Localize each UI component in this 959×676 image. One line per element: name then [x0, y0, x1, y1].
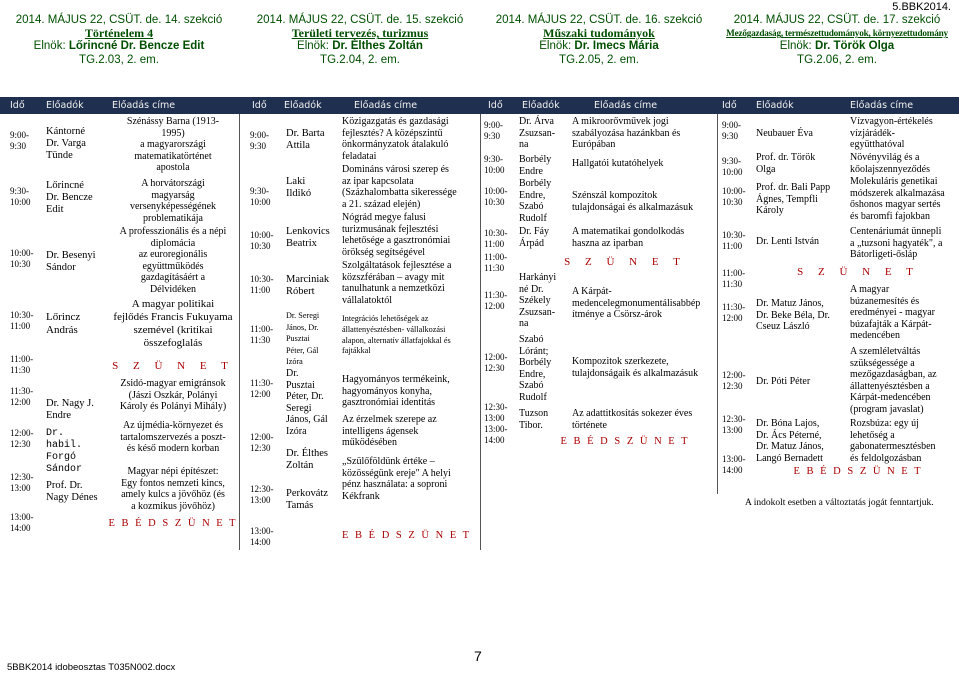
talk-title: Integrációs lehetőségek az állattenyésztésben- vállalkozási alapon, alternatív állatfajokkal és fajtákkal	[342, 314, 451, 356]
presenter: Tuzson Tibor.	[519, 408, 549, 431]
presenter: Harkányi né Dr. Székely Zsuzsan- na	[519, 272, 557, 330]
time-slot: 12:00- 12:30	[10, 428, 34, 449]
header-time: Idő	[252, 100, 267, 111]
time-slot: 12:30- 13:00	[722, 414, 746, 435]
time-slot: 9:30- 10:00	[10, 186, 31, 207]
presenter: Lenkovics Beatrix	[286, 226, 330, 249]
talk-title: Hallgatói kutatóhelyek	[572, 158, 664, 169]
session-topic: Területi tervezés, turizmus	[291, 26, 429, 41]
session-number: 17. szekció	[882, 14, 941, 26]
talk-title: Nógrád megye falusi turizmusának fejlesztési lehetősége a gasztronómiai örökség segítségével	[342, 212, 451, 258]
talk-title: A mikroorővművek jogi szabályozása hazánkban és Európában	[572, 116, 681, 151]
time-slot: 11:30- 12:00	[722, 302, 746, 323]
chair-name: Dr. Török Olga	[814, 40, 895, 53]
presenter: Dr. Lenti István	[756, 236, 820, 247]
presenter: Marciniak Róbert	[286, 274, 330, 297]
talk-title: Az újmédia-környezet és tartalomszervezés a poszt- és késő modern korban	[120, 420, 226, 455]
lunch-break-label: E B É D S Z Ü N E T	[342, 530, 472, 541]
session-topic: Mezőgazdaság, természettudományok, környezettudomány	[726, 28, 948, 39]
session-15-header	[240, 14, 480, 67]
header-presenters: Előadók	[46, 100, 84, 111]
talk-title: Növényvilág és a kőolajszennyeződés	[850, 152, 930, 175]
presenter: Borbély Endre	[519, 154, 552, 177]
time-slot: 12:00- 12:30	[484, 352, 508, 373]
talk-title: A Kárpát- medencelegmonumentálisabbép ítménye a Csörsz-árok	[572, 286, 701, 321]
time-slot: 10:30- 11:00	[722, 230, 746, 251]
header-title: Előadás címe	[850, 100, 914, 111]
session-room: TG.2.06, 2. em.	[797, 53, 877, 66]
presenter: Borbély Endre, Szabó Rudolf	[519, 178, 552, 224]
time-slot: 12:00- 12:30	[722, 370, 746, 391]
break-label: S Z Ü N E T	[797, 266, 919, 278]
talk-title: Centenáriumát ünnepli a „tuzsoni hagyaték", a Bátorligeti-ősláp	[850, 226, 943, 261]
time-slot: 11:00- 11:30	[484, 252, 508, 273]
session-14-header	[0, 14, 238, 67]
presenter: Dr. habil. Forgó Sándor	[46, 428, 83, 475]
header-presenters: Előadók	[522, 100, 560, 111]
presenter: Prof. dr. Bali Papp Ágnes, Tempfli Károly	[756, 182, 831, 217]
presenter: Szabó Lóránt; Borbély Endre, Szabó Rudolf	[519, 334, 552, 403]
document-filename: 5BBK2014 idobeosztas T035N002.docx	[7, 662, 176, 673]
presenter: Dr. Seregi János, Dr. Pusztai Péter, Gál Izóra	[286, 311, 320, 366]
talk-title: Szolgáltatások fejlesztése a közszférában – avagy mit tanulhatunk a nemzetközi vállalatoktól	[342, 260, 452, 306]
talk-title: Magyar népi építészet: Egy fontos nemzeti kincs, amely kulcs a jövőhöz (és a kozmikus jövőhöz)	[121, 466, 225, 512]
session-number: 14. szekció	[164, 14, 223, 26]
time-slot: 11:30- 12:00	[10, 386, 34, 407]
chair-label: Elnök:	[33, 40, 66, 53]
talk-title: Az érzelmek szerepe az intelligens ágensek működésében	[342, 414, 437, 449]
talk-title: A magyar búzanemesítés és eredményei - magyar búzafajták a Kárpát- medencében	[850, 284, 935, 342]
session-topic: Történelem 4	[84, 26, 154, 41]
presenter: Lőrincz András	[46, 311, 81, 336]
talk-title: Az adattitkosítás sokezer éves története	[572, 408, 693, 431]
lunch-break-label: E B É D S Z Ü N E T	[793, 466, 923, 477]
session-date: 2014. MÁJUS 22, CSÜT. de.	[733, 14, 880, 26]
time-slot: 13:00- 14:00	[250, 526, 274, 547]
time-slot: 11:00- 11:30	[722, 268, 746, 289]
time-slot: 9:30- 10:00	[722, 156, 743, 177]
time-slot: 9:30- 10:00	[484, 154, 505, 175]
time-slot: 12:00- 12:30	[250, 432, 274, 453]
talk-title: Rozsbúza: egy új lehetőség a gabonatermesztésben és feldolgozásban	[850, 418, 936, 464]
talk-title: A matematikai gondolkodás haszna az iparban	[572, 226, 685, 249]
session-room: TG.2.05, 2. em.	[559, 53, 639, 66]
talk-title: Szénszál kompozitok tulajdonságai és alkalmazásuk	[572, 190, 694, 213]
presenter: Lőrincné Dr. Bencze Edit	[46, 180, 93, 215]
session-date: 2014. MÁJUS 22, CSÜT. de.	[495, 14, 642, 26]
time-slot: 9:00- 9:30	[484, 120, 503, 141]
chair-label: Elnök:	[779, 40, 812, 53]
presenter: Dr. Élthes Zoltán	[286, 448, 328, 471]
time-slot: 9:30- 10:00	[250, 186, 271, 207]
presenter: Dr. Nagy J. Endre	[46, 398, 94, 421]
lunch-break-label: E B É D S Z Ü N E T	[108, 518, 238, 529]
session-number: 15. szekció	[405, 14, 464, 26]
talk-title: A professzionális és a népi diplomácia az euroregionális együttműködés gazdagításáért a Délvidéken	[119, 226, 227, 295]
talk-title: „Szülőföldünk értéke – közösségünk ereje" A helyi pénz használata: a soproni Kékfrank	[342, 456, 451, 502]
time-slot: 10:30- 11:00	[484, 228, 508, 249]
time-slot: 10:00- 10:30	[484, 186, 508, 207]
time-slot: 9:00- 9:30	[722, 120, 741, 141]
chair-name: Lőrincné Dr. Bencze Edit	[68, 40, 205, 53]
chair-name: Dr. Imecs Mária	[574, 40, 659, 53]
talk-title: Szénássy Barna (1913- 1995) a magyarországi matematikatörténet apostola	[126, 116, 220, 174]
time-slot: 9:00- 9:30	[250, 130, 269, 151]
time-slot: 11:00- 11:30	[10, 354, 34, 375]
presenter: Dr. Fáy Árpád	[519, 226, 549, 249]
chair-name: Dr. Élthes Zoltán	[332, 40, 423, 53]
talk-title: A horvátországi magyarság versenyképességének problematikája	[129, 178, 217, 224]
session-16-header	[482, 14, 716, 67]
session-topic: Műszaki tudományok	[543, 26, 655, 41]
time-slot: 11:30- 12:00	[484, 290, 508, 311]
time-slot: 12:30- 13:00	[250, 484, 274, 505]
talk-title: Molekuláris genetikai módszerek alkalmazása őshonos magyar sertés és baromfi fajokban	[850, 176, 945, 222]
session-17-header	[718, 14, 956, 67]
talk-title: Hagyományos termékeink, hagyományos konyha, gasztronómiai identitás	[342, 374, 450, 409]
talk-title: Vízvagyon-értékelés vízjárádék- együtthatóval	[850, 116, 933, 151]
disclaimer-note: A indokolt esetben a változtatás jogát fenntartjuk.	[745, 498, 934, 508]
time-slot: 12:30- 13:00	[10, 472, 34, 493]
talk-title: A szemléletváltás szükségessége a mezőgazdaságban, az állattenyésztésben a Kárpát-medencében (program javaslat)	[850, 346, 937, 415]
header-time: Idő	[488, 100, 503, 111]
presenter: Dr. Besenyi Sándor	[46, 250, 96, 273]
time-slot: 10:30- 11:00	[250, 274, 274, 295]
presenter: Neubauer Éva	[756, 128, 813, 139]
break-label: S Z Ü N E T	[112, 360, 234, 372]
chair-label: Elnök:	[539, 40, 572, 53]
session-room: TG.2.03, 2. em.	[79, 53, 159, 66]
presenter: Dr. Bóna Lajos, Dr. Ács Péterné, Dr. Matuz János, Langó Bernadett	[756, 418, 824, 464]
lunch-break-label: E B É D S Z Ü N E T	[560, 436, 690, 447]
talk-title: A magyar politikai fejlődés Francis Fukuyama szemével (kritikai összefoglalás	[113, 298, 233, 349]
presenter: Laki Ildikó	[286, 176, 312, 199]
time-slot: 10:30- 11:00	[10, 310, 34, 331]
header-presenters: Előadók	[284, 100, 322, 111]
presenter: Dr. Póti Péter	[756, 376, 811, 387]
talk-title: Zsidó-magyar emigránsok (Jászi Oszkár, Polányi Károly és Polányi Mihály)	[119, 378, 227, 413]
time-slot: 13:00- 14:00	[484, 424, 508, 445]
time-slot: 11:00- 11:30	[250, 324, 274, 345]
session-room: TG.2.04, 2. em.	[320, 53, 400, 66]
chair-label: Elnök:	[297, 40, 329, 53]
break-label: S Z Ü N E T	[564, 256, 686, 268]
header-time: Idő	[722, 100, 737, 111]
presenter: Dr. Barta Attila	[286, 128, 325, 151]
talk-title: Domináns városi szerep és az ipar kapcsolata (Százhalombatta sikeressége a 21. század elején)	[342, 164, 457, 210]
presenter: Dr. Pusztai Péter, Dr. Seregi János, Gál Izóra	[286, 368, 328, 437]
presenter: Prof. Dr. Nagy Dénes	[46, 480, 98, 503]
column-divider	[480, 114, 481, 550]
talk-title: Kompozitok szerkezete, tulajdonságaik és alkalmazásuk	[572, 356, 699, 379]
presenter: Dr. Árva Zsuzsan- na	[519, 116, 556, 151]
time-slot: 13:00- 14:00	[10, 512, 34, 533]
header-time: Idő	[10, 100, 25, 111]
header-presenters: Előadók	[756, 100, 794, 111]
time-slot: 11:30- 12:00	[250, 378, 274, 399]
page-number: 7	[474, 648, 482, 664]
time-slot: 9:00- 9:30	[10, 130, 29, 151]
session-number: 16. szekció	[644, 14, 703, 26]
time-slot: 10:00- 10:30	[722, 186, 746, 207]
time-slot: 10:00- 10:30	[10, 248, 34, 269]
presenter: Kántorné Dr. Varga Tünde	[46, 126, 86, 161]
time-slot: 13:00- 14:00	[722, 454, 746, 475]
time-slot: 12:30- 13:00	[484, 402, 508, 423]
header-title: Előadás címe	[594, 100, 658, 111]
presenter: Dr. Matuz János, Dr. Beke Béla, Dr. Cseuz László	[756, 298, 830, 333]
column-divider	[717, 114, 718, 494]
column-divider	[239, 114, 240, 550]
header-title: Előadás címe	[354, 100, 418, 111]
header-title: Előadás címe	[112, 100, 176, 111]
talk-title: Közigazgatás és gazdasági fejlesztés? A középszintű önkormányzatok átalakuló feladatai	[342, 116, 449, 162]
time-slot: 10:00- 10:30	[250, 230, 274, 251]
presenter: Prof. dr. Török Olga	[756, 152, 816, 175]
session-date: 2014. MÁJUS 22, CSÜT. de.	[15, 14, 162, 26]
corner-date: 5.BBK2014.	[892, 1, 951, 13]
session-date: 2014. MÁJUS 22, CSÜT. de.	[256, 14, 403, 26]
presenter: Perkovátz Tamás	[286, 488, 328, 511]
